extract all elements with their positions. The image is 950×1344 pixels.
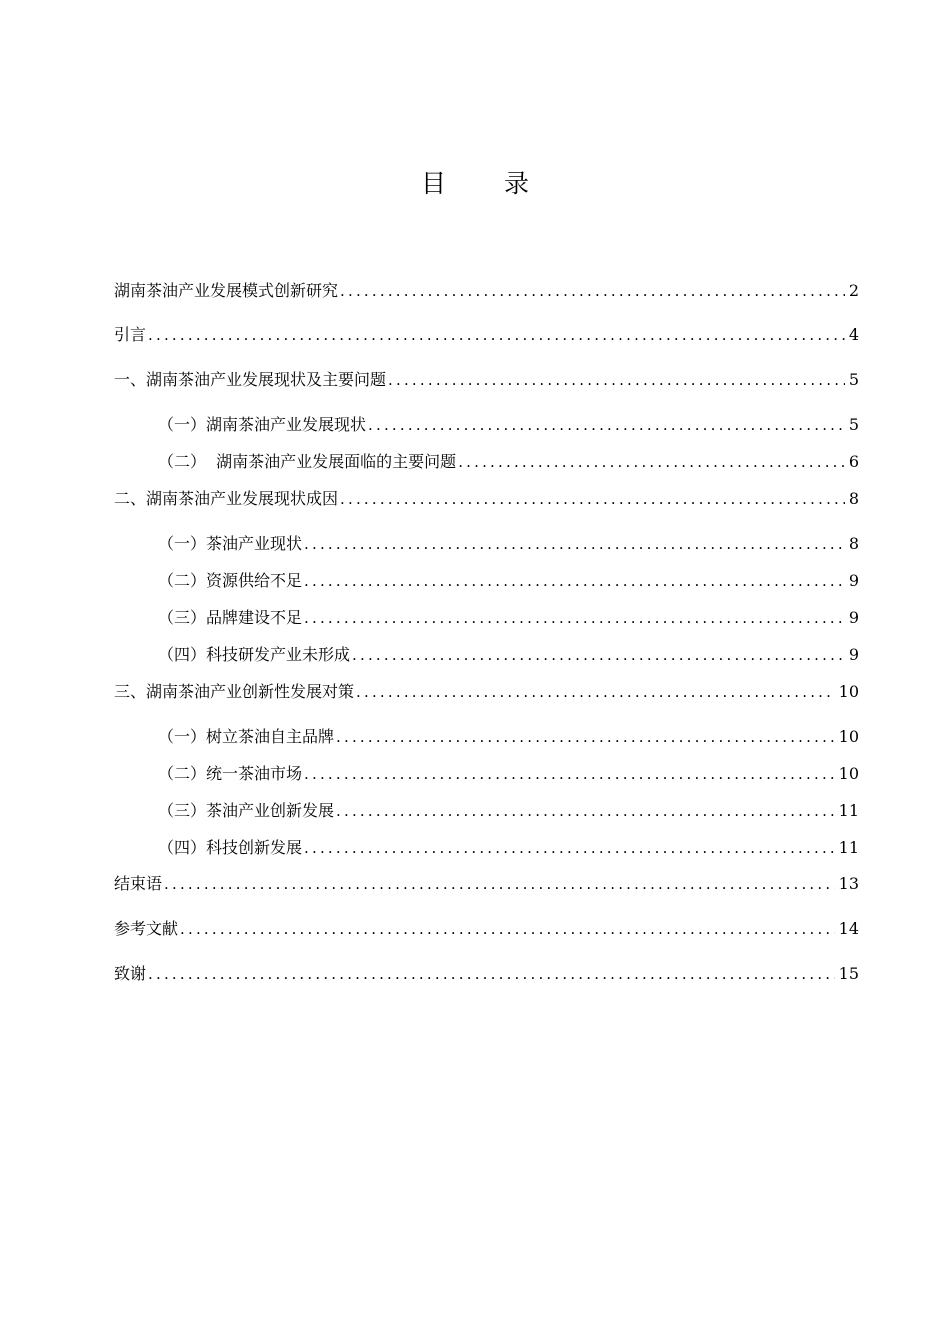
toc-entry[interactable]	[158, 569, 859, 593]
toc-entry-page: 9	[848, 608, 859, 627]
toc-dot-leader	[458, 450, 845, 474]
toc-entry-label: （三）茶油产业创新发展	[158, 801, 335, 820]
toc-entry-label: （三）品牌建设不足	[158, 608, 303, 627]
toc-entry[interactable]	[114, 962, 859, 986]
toc-entry-page: 5	[848, 370, 859, 389]
toc-entry-page: 10	[838, 682, 859, 701]
toc-entry-page: 15	[838, 964, 859, 983]
toc-entry-page: 10	[838, 764, 859, 783]
toc-entry-label: 引言	[114, 325, 147, 344]
toc-dot-leader	[304, 762, 835, 786]
toc-entry[interactable]	[114, 323, 859, 347]
toc-dot-leader	[336, 725, 835, 749]
toc-entry-page: 2	[848, 281, 859, 300]
toc-dot-leader	[352, 643, 845, 667]
toc-entry-page: 14	[838, 919, 859, 938]
title-char-left: 目	[420, 169, 446, 198]
toc-dot-leader	[340, 279, 845, 303]
toc-entry-label: 湖南茶油产业发展模式创新研究	[114, 281, 339, 300]
toc-entry-label: 三、湖南茶油产业创新性发展对策	[114, 682, 355, 701]
toc-entry[interactable]	[114, 368, 859, 392]
toc-dot-leader	[304, 569, 845, 593]
toc-entry-label: 参考文献	[114, 919, 179, 938]
toc-entry-page: 10	[838, 727, 859, 746]
toc-entry[interactable]	[158, 762, 859, 786]
toc-entry-page: 9	[848, 645, 859, 664]
toc-dot-leader	[388, 368, 845, 392]
toc-entry[interactable]	[114, 680, 859, 704]
toc-dot-leader	[148, 962, 835, 986]
toc-entry-page: 5	[848, 415, 859, 434]
toc-entry-page: 6	[848, 452, 859, 471]
toc-dot-leader	[164, 872, 835, 896]
toc-entry-page: 9	[848, 571, 859, 590]
toc-entry[interactable]	[158, 836, 859, 860]
toc-dot-leader	[304, 532, 845, 556]
toc-dot-leader	[336, 799, 835, 823]
toc-entry[interactable]	[114, 917, 859, 941]
toc-dot-leader	[148, 323, 845, 347]
toc-entry-label: 一、湖南茶油产业发展现状及主要问题	[114, 370, 387, 389]
toc-entry-label: 致谢	[114, 964, 147, 983]
toc-entry-label: （四）科技研发产业未形成	[158, 645, 351, 664]
toc-dot-leader	[304, 606, 845, 630]
toc-entry-page: 13	[838, 874, 859, 893]
toc-entry[interactable]	[114, 487, 859, 511]
toc-entry[interactable]	[158, 799, 859, 823]
toc-dot-leader	[304, 836, 835, 860]
toc-entry-label: （一）树立茶油自主品牌	[158, 727, 335, 746]
toc-entry-page: 4	[848, 325, 859, 344]
toc-entry[interactable]	[158, 413, 859, 437]
toc-entry-label: 二、湖南茶油产业发展现状成因	[114, 489, 339, 508]
toc-entry-page: 8	[848, 534, 859, 553]
toc-entry-label: （一）茶油产业现状	[158, 534, 303, 553]
toc-dot-leader	[180, 917, 835, 941]
toc-entry-page: 11	[838, 838, 859, 857]
toc-entry-label: （二）统一茶油市场	[158, 764, 303, 783]
toc-entry[interactable]	[158, 450, 859, 474]
toc-entry-label: （二）资源供给不足	[158, 571, 303, 590]
toc-entry[interactable]	[114, 279, 859, 303]
toc-entry[interactable]	[158, 725, 859, 749]
toc-entry-label: （四）科技创新发展	[158, 838, 303, 857]
toc-entry[interactable]	[114, 872, 859, 896]
toc-entry-label: 结束语	[114, 874, 163, 893]
toc-dot-leader	[340, 487, 845, 511]
title-char-right: 录	[504, 169, 530, 198]
toc-entry[interactable]	[158, 606, 859, 630]
toc-entry[interactable]	[158, 532, 859, 556]
toc-entry[interactable]	[158, 643, 859, 667]
toc-dot-leader	[356, 680, 835, 704]
toc-dot-leader	[368, 413, 845, 437]
toc-entry-label: （二） 湖南茶油产业发展面临的主要问题	[158, 452, 457, 471]
toc-entry-page: 11	[838, 801, 859, 820]
toc-entry-page: 8	[848, 489, 859, 508]
toc-entry-label: （一）湖南茶油产业发展现状	[158, 415, 367, 434]
